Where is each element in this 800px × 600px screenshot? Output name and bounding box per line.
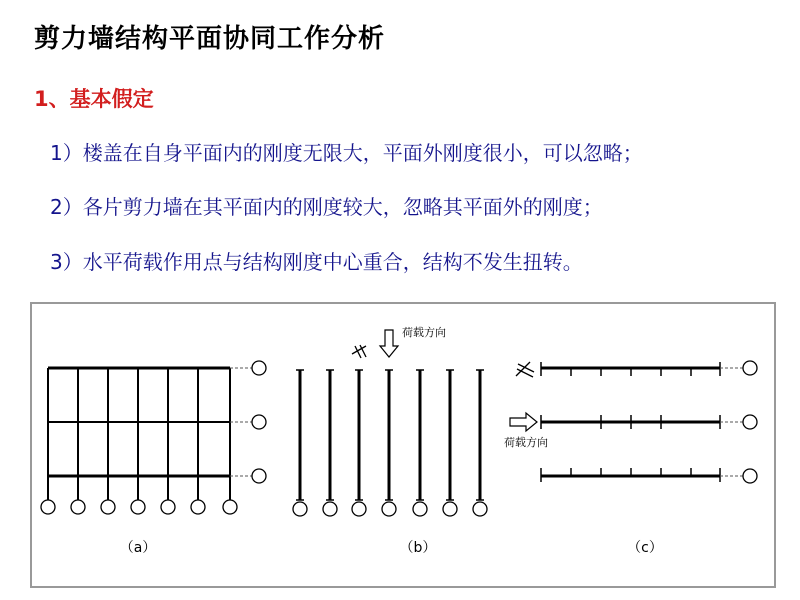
b-walls: [300, 370, 480, 500]
c-load-arrow-icon: [510, 413, 537, 431]
c-right-axis-bubbles: [743, 361, 757, 483]
b-load-arrow-icon: [380, 330, 398, 357]
caption-b: （b）: [399, 540, 437, 556]
a-bottom-axis-bubbles: [41, 500, 237, 514]
page-title: 剪力墙结构平面协同工作分析: [34, 24, 386, 54]
b-cross-marker-icon: [352, 345, 366, 358]
a-right-axis-bubbles: [252, 361, 266, 483]
a-right-axis-lines: [230, 368, 252, 476]
diagram-c: [510, 361, 757, 483]
caption-c: （c）: [627, 540, 663, 556]
section-heading: 1、基本假定: [34, 87, 154, 111]
assumption-3: 3）水平荷载作用点与结构刚度中心重合，结构不发生扭转。: [50, 250, 583, 274]
assumption-2: 2）各片剪力墙在其平面内的刚度较大，忽略其平面外的刚度；: [50, 195, 603, 219]
assumption-1: 1）楼盖在自身平面内的刚度无限大，平面外刚度很小，可以忽略；: [50, 141, 643, 165]
b-load-direction-label: 荷载方向: [402, 326, 446, 339]
c-right-axis-lines: [720, 368, 743, 476]
b-bottom-axis-bubbles: [293, 502, 487, 516]
figure-svg: [30, 302, 776, 588]
c-load-direction-label: 荷载方向: [504, 436, 548, 449]
diagram-a: [41, 361, 266, 514]
diagram-b: [293, 330, 487, 516]
a-vertical-walls: [48, 368, 230, 500]
caption-a: （a）: [119, 540, 157, 556]
shear-wall-plan-figure: [30, 302, 776, 588]
c-cross-marker-icon: [516, 362, 534, 377]
